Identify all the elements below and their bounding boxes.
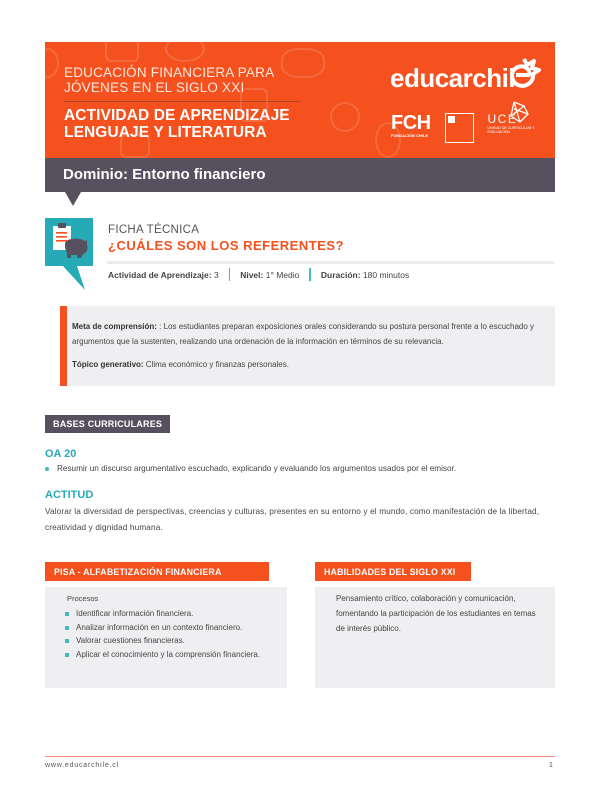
meta-duration: Duración: 180 minutos: [320, 269, 410, 280]
educarchile-logo-text: educarchil: [390, 63, 516, 93]
program-name-line-1: EDUCACIÓN FINANCIERA PARA: [64, 65, 275, 80]
oa-title: OA 20: [45, 448, 77, 460]
ficha-tecnica-label: FICHA TÉCNICA: [108, 224, 200, 236]
oa-list-item: Resumir un discurso argumentativo escuchado, explicando y evaluando los argumentos usados por el emisor.: [45, 464, 456, 473]
actitud-text: Valorar la diversidad de perspectivas, creencias y culturas, presentes en su entorno y el mundo, como manifestación de la libertad, creatividad y dignidad humana.: [45, 507, 540, 532]
list-item: Aplicar el conocimiento y la comprensión financiera.: [65, 648, 280, 662]
processes-list: [65, 607, 280, 661]
meta-activity: Actividad de Aprendizaje: 3: [108, 269, 219, 280]
list-item: Analizar información en un contexto financiero.: [65, 621, 280, 635]
activity-title-line-2: LENGUAJE Y LITERATURA: [64, 124, 267, 141]
bullet-icon: [65, 653, 69, 657]
pie-chart-doodle-icon: [330, 102, 360, 132]
uce-logo: UCE UNIDAD DE CURRÍCULUM Y EVALUACIÓN: [487, 112, 535, 134]
comprehension-goal: Meta de comprensión: : Los estudiantes preparan exposiciones orales considerando su postura personal frente a lo escuchado y argumentos que la sustenten, realizando una ordenación de la información en términos de su relevancia.: [72, 322, 535, 346]
header-titles: [64, 65, 304, 141]
document-header: [45, 42, 555, 158]
ficha-divider: [107, 261, 554, 264]
fch-logo: FCH FUNDACIÓN CHILE: [391, 112, 431, 138]
pisa-card: [45, 587, 287, 688]
meta-separator: [229, 268, 231, 281]
clipboard-piggybank-icon: [45, 218, 93, 290]
calculator-doodle-icon: [105, 42, 139, 62]
skills-text: Pensamiento crítico, colaboración y comunicación, fomentando la participación de los estudiantes en temas de interés público.: [336, 594, 536, 633]
activity-title-line-1: ACTIVIDAD DE APRENDIZAJE: [64, 107, 290, 124]
skills-tag: HABILIDADES DEL SIGLO XXI: [315, 562, 471, 581]
domain-pointer: [65, 192, 81, 206]
bullet-icon: [45, 467, 49, 471]
actitud-title: ACTITUD: [45, 489, 94, 501]
goal-accent-stripe: [60, 306, 67, 386]
comprehension-goal-box: [60, 306, 555, 386]
program-name-line-2: JÓVENES EN EL SIGLO XXI: [64, 80, 245, 95]
partner-logos: [391, 113, 555, 143]
government-logo: [445, 113, 474, 143]
bullet-icon: [65, 639, 69, 643]
page-number: 1: [549, 762, 553, 769]
list-item: Identificar información financiera.: [65, 607, 280, 621]
skills-card: [315, 587, 555, 688]
activity-question-title: ¿CUÁLES SON LOS REFERENTES?: [108, 238, 344, 253]
meta-separator: [309, 268, 311, 281]
bullet-icon: [65, 612, 69, 616]
domain-label: Dominio: Entorno financiero: [63, 166, 266, 183]
activity-meta-row: [108, 268, 409, 281]
footer-divider: [45, 756, 555, 757]
coin-doodle-icon: [165, 42, 205, 62]
generative-topic: Tópico generativo: Clima económico y finanzas personales.: [72, 360, 289, 369]
bases-curriculares-label: BASES CURRICULARES: [45, 415, 170, 433]
meta-level: Nivel: 1° Medio: [240, 269, 300, 280]
footer-url: www.educarchile.cl: [45, 762, 119, 769]
lightbulb-doodle-icon: [45, 48, 59, 78]
processes-subtitle: Procesos: [67, 594, 99, 603]
bullet-icon: [65, 626, 69, 630]
educarchile-e-logo-icon: [506, 56, 542, 92]
pisa-tag: PISA - ALFABETIZACIÓN FINANCIERA: [45, 562, 269, 581]
star-network-logo-icon: [508, 100, 530, 124]
list-item: Valorar cuestiones financieras.: [65, 634, 280, 648]
header-divider: [64, 101, 300, 102]
domain-bar: [45, 158, 555, 192]
